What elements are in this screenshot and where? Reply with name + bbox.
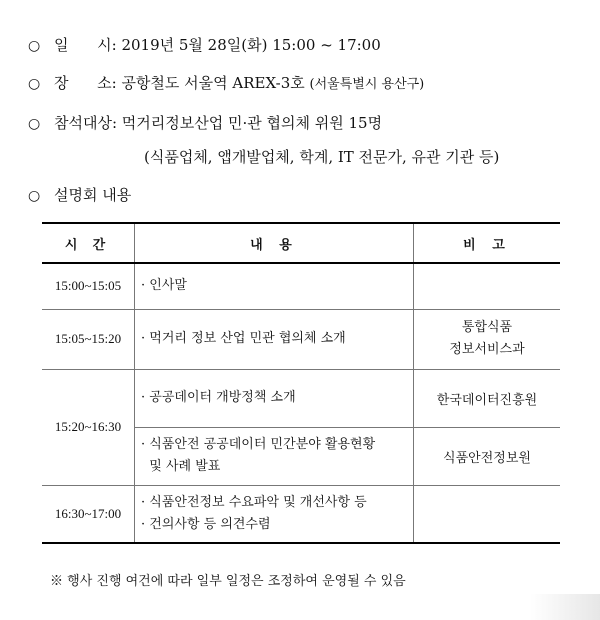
table-row bbox=[42, 369, 560, 427]
info-attendees-label: 참석대상: bbox=[54, 114, 118, 132]
bullet-icon: ○ bbox=[28, 116, 41, 132]
row-note bbox=[414, 485, 561, 543]
row-time: 15:00~15:05 bbox=[42, 263, 135, 309]
bullet-icon: ○ bbox=[28, 188, 41, 204]
content-item: · 먹거리 정보 산업 민관 협의체 소개 bbox=[141, 331, 346, 346]
bullet-icon: ○ bbox=[28, 38, 41, 54]
content-item: · 건의사항 등 의견수렴 bbox=[141, 516, 271, 532]
content-item: 및 사례 발표 bbox=[141, 459, 221, 474]
row-content bbox=[135, 427, 414, 485]
row-content bbox=[135, 369, 414, 427]
table-row bbox=[42, 485, 560, 543]
table-row bbox=[42, 309, 560, 369]
row-content bbox=[135, 485, 414, 543]
table-header-row bbox=[42, 223, 560, 263]
info-place bbox=[28, 72, 424, 93]
schedule-table bbox=[42, 222, 560, 544]
content-item: · 공공데이터 개방정책 소개 bbox=[141, 390, 296, 405]
content-item: · 식품안전정보 수요파악 및 개선사항 등 bbox=[141, 494, 367, 510]
info-attendees-value: 먹거리정보산업 민·관 협의체 위원 15명 bbox=[121, 114, 383, 132]
info-place-detail: (서울특별시 용산구) bbox=[309, 77, 425, 92]
watermark-fade bbox=[530, 594, 600, 620]
header-time: 시 간 bbox=[42, 223, 135, 263]
row-note: 식품안전정보원 bbox=[414, 427, 561, 485]
info-date-label: 일 시: bbox=[54, 36, 117, 54]
header-note: 비 고 bbox=[414, 223, 561, 263]
info-date bbox=[28, 34, 381, 55]
row-note bbox=[414, 263, 561, 309]
row-note: 한국데이터진흥원 bbox=[414, 369, 561, 427]
info-program-label: 설명회 내용 bbox=[54, 186, 132, 204]
info-attendees-detail: (식품업체, 앱개발업체, 학계, IT 전문가, 유관 기관 등) bbox=[144, 148, 500, 166]
content-item: · 인사말 bbox=[141, 278, 187, 294]
footnote: ※ 행사 진행 여건에 따라 일부 일정은 조정하여 운영될 수 있음 bbox=[50, 574, 406, 589]
bullet-icon: ○ bbox=[28, 76, 41, 92]
info-date-value: 2019년 5월 28일(화) 15:00 ~ 17:00 bbox=[121, 36, 381, 54]
header-content: 내 용 bbox=[135, 223, 414, 263]
row-note: 통합식품 정보서비스과 bbox=[414, 309, 561, 369]
info-place-value: 공항철도 서울역 AREX-3호 bbox=[121, 74, 305, 92]
row-time: 15:20~16:30 bbox=[42, 369, 135, 485]
row-content bbox=[135, 263, 414, 309]
row-content bbox=[135, 309, 414, 369]
info-program bbox=[28, 184, 131, 205]
row-time: 16:30~17:00 bbox=[42, 485, 135, 543]
info-attendees bbox=[28, 112, 382, 133]
table-row bbox=[42, 263, 560, 309]
content-item: · 식품안전 공공데이터 민간분야 활용현황 bbox=[141, 437, 376, 452]
info-place-label: 장 소: bbox=[54, 74, 117, 92]
row-time: 15:05~15:20 bbox=[42, 309, 135, 369]
